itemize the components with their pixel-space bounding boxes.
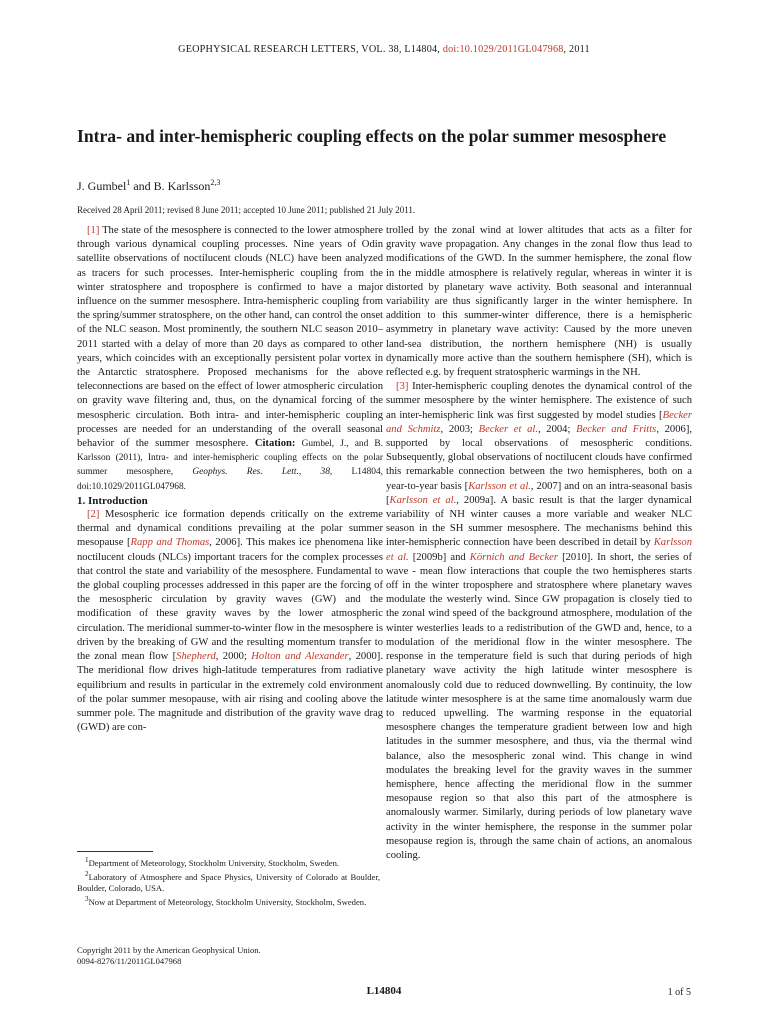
article-id: L14804 [366,985,402,997]
reference-link[interactable]: Shepherd [176,651,216,663]
right-column [386,224,692,863]
footnotes [77,855,380,908]
paragraph-number[interactable]: [1] [87,225,100,236]
paragraph-text: , 2003; [440,423,479,435]
author-and: and [130,179,154,193]
issn-line: 0094-8276/11/2011GL047968 [77,956,182,966]
intro-paragraph [77,508,383,735]
section-heading: 1. Introduction [77,494,148,507]
footnote-mark: 3 [85,894,89,903]
intro-paragraph-continued: trolled by the zonal wind at lower altitudes that acts as a filter for gravity wave propagation. Any changes in the zonal flow thus lead to modifications of the GWD. In the summer hemisphere, the zonal flow in the middle atmosphere is relatively regular, whereas in winter it is distorted by planetary wave activity. Both seasonal and interannual variability are thus significantly larger in the winter hemisphere. In addition to this summer-winter difference, there is a hemispheric asymmetry in planetary wave activity: Caused by the more uneven land-sea distribution, the northern hemisphere (NH) is usually dynamically more active than the southern hemisphere (SH), which is reflected e.g. by frequent stratospheric warmings in the NH. [386,225,692,379]
reference-link[interactable]: Becker et al. [478,423,538,435]
abstract-text: The state of the mesosphere is connected to the lower atmosphere through various dynamical coupling processes. Nine years of Odin satellite observations of noctilucent clouds (NLC) have been analyzed as tracers for such processes. Inter-hemispheric coupling from the winter stratosphere and troposphere is confirmed to have a major influence on the summer mesosphere. Intra-hemispheric coupling from the spring/summer stratosphere, on the other hand, can control the onset of the NLC season. Most prominently, the southern NLC season 2010–2011 started with a delay of more than 20 days as compared to other years, which coincides with an exceptionally persistent polar vortex in the Antarctic stratosphere. Proposed mechanisms for the above teleconnections are based on the effect of lower atmospheric circulation on gravity wave filtering and, thus, on the dynamical forcing of the mesospheric circulation. Both intra- and inter-hemispheric coupling processes are needed for an understanding of the overall seasonal behavior of the summer mesosphere. [77,225,383,450]
paragraph-text: [2009b] and [408,551,470,563]
footnote-2 [77,869,380,894]
running-head [0,44,768,55]
footnote-3 [77,894,380,908]
footnote-1 [77,855,380,869]
paragraph-text: , 2006], supported by local observations of mesospheric conditions. Subsequently, global observations of noctilucent clouds have confirmed this remarkable connection between the two hemispheres, both on a year-to-year basis [ [386,423,693,492]
reference-link[interactable]: Karlsson et al. [468,480,531,492]
reference-link[interactable]: Rapp and Thomas [130,537,210,549]
paragraph-number[interactable]: [2] [87,509,100,521]
footnote-mark: 1 [85,856,89,864]
paragraph-text: , 2000]. The meridional flow drives high-latitude temperatures from radiative equilibrium and results in particular in the extremely cold environment of the polar summer mesopause, with air rising and cooling above the summer pole. The magnitude and distribution of the gravity wave drag (GWD) are con- [77,651,383,734]
journal-line: GEOPHYSICAL RESEARCH LETTERS, VOL. 38, L14804, [178,44,441,55]
footnote-divider [77,851,153,852]
paragraph-text: , 2000; [215,651,252,663]
reference-link[interactable]: Becker and Schmitz [386,409,692,435]
left-column [77,224,383,735]
paragraph-text: , 2007] and on an intra-seasonal basis [ [386,480,692,506]
paragraph-text: , 2009a]. A basic result is that the larger dynamical variability of NH winter causes a more variable and weaker NLC season in the SH summer mesosphere. The mechanisms behind this inter-hemispheric connection have been described in detail by [386,494,693,549]
abstract-paragraph [77,224,383,494]
copyright-block [77,945,261,967]
reference-link[interactable]: Karlsson et al. [386,537,692,563]
author-1: J. Gumbel [77,179,127,193]
author-1-affil: 1 [126,178,131,187]
reference-link[interactable]: Becker and Fritts [576,423,657,435]
citation-sep: , [298,467,321,478]
citation-label: Citation: [254,438,296,450]
author-2-affil: 2,3 [210,178,221,187]
author-line [77,178,220,194]
paper-title: Intra- and inter-hemispheric coupling effects on the polar summer mesosphere [77,126,667,146]
footnote-text: Laboratory of Atmosphere and Space Physics, University of Colorado at Boulder, Boulder, Colorado, USA. [77,871,380,893]
paragraph-number[interactable]: [3] [396,381,409,393]
paragraph-text: Inter-hemispheric coupling denotes the dynamical control of the summer mesosphere by the winter hemisphere. The existence of such an inter-hemispheric link was first suggested by model studies [ [386,381,692,421]
copyright-line: Copyright 2011 by the American Geophysical Union. [77,945,261,955]
intro-paragraph-3 [386,380,692,863]
footnote-text: Department of Meteorology, Stockholm University, Stockholm, Sweden. [88,857,340,868]
reference-link[interactable]: Holton and Alexander [251,651,349,663]
page-number: 1 of 5 [667,987,691,998]
reference-link[interactable]: Körnich and Becker [469,551,558,563]
year: , 2011 [563,44,590,55]
paragraph-text: Mesospheric ice formation depends critically on the extreme thermal and dynamical conditions prevailing at the polar summer mesopause [ [77,509,383,549]
author-2: B. Karlsson [153,179,211,193]
received-dates: Received 28 April 2011; revised 8 June 2011; accepted 10 June 2011; published 21 July 2011. [77,205,416,215]
paragraph-text: , 2006]. This makes ice phenomena like noctilucent clouds (NLCs) important tracers for the complex processes that control the state and variability of the mesosphere. Fundamental to the global coupling processes addressed in this paper are the forcing of the mesospheric circulation by gravity waves (GW) and the modification of these gravity waves by the lower atmospheric circulation. The meridional summer-to-winter flow in the mesosphere is driven by the breaking of GW and the resulting momentum transfer to the zonal mean flow [ [77,537,383,663]
doi-link[interactable]: doi:10.1029/2011GL047968 [442,44,564,55]
citation-text-end: , L14804, doi:10.1029/2011GL047968. [77,467,384,492]
footnote-text: Now at Department of Meteorology, Stockholm University, Stockholm, Sweden. [88,896,367,907]
reference-link[interactable]: Karlsson et al. [389,494,457,506]
paragraph-text: [2010]. In short, the series of wave - mean flow interactions that couple the two hemispheres starts off in the winter troposphere and stratosphere where planetary waves modulate the westerly wind. Since GW propagation is closely tied to the zonal wind speed of the background atmosphere, modulation of the winter westerlies leads to a redistribution of the GWD and, hence, to a modulation of the meridional flow in the winter mesosphere. The response in the temperature field is such that during periods of high planetary wave activity the high latitude winter mesosphere is anomalously cold due to reduced downwelling. By continuity, the low latitude winter mesosphere is at the same time anomalously warm due to reduced upwelling. The warming response in the equatorial mesosphere changes the temperature gradient between low and high latitudes in the summer mesosphere, and thus, via the thermal wind balance, also the mesospheric zonal wind. This change in wind modulates the breaking level for the gravity waves in the summer hemisphere, hence affecting the meridional flow in the summer mesopause region so that also this part of the atmosphere is anomalously warmer. Similarly, during periods of low planetary wave activity in the winter hemisphere, the response in the summer polar mesopause region is, through the same chain of actions, an anomalous cooling. [386,551,692,861]
citation-text: Gumbel, J., and B. Karlsson (2011), Intra- and inter-hemispheric coupling effects on the polar summer mesosphere, [77,439,383,478]
footnote-mark: 2 [85,869,89,878]
citation-volume: 38 [320,467,330,478]
paragraph-text: , 2004; [537,423,577,435]
citation-journal: Geophys. Res. Lett. [192,467,299,478]
